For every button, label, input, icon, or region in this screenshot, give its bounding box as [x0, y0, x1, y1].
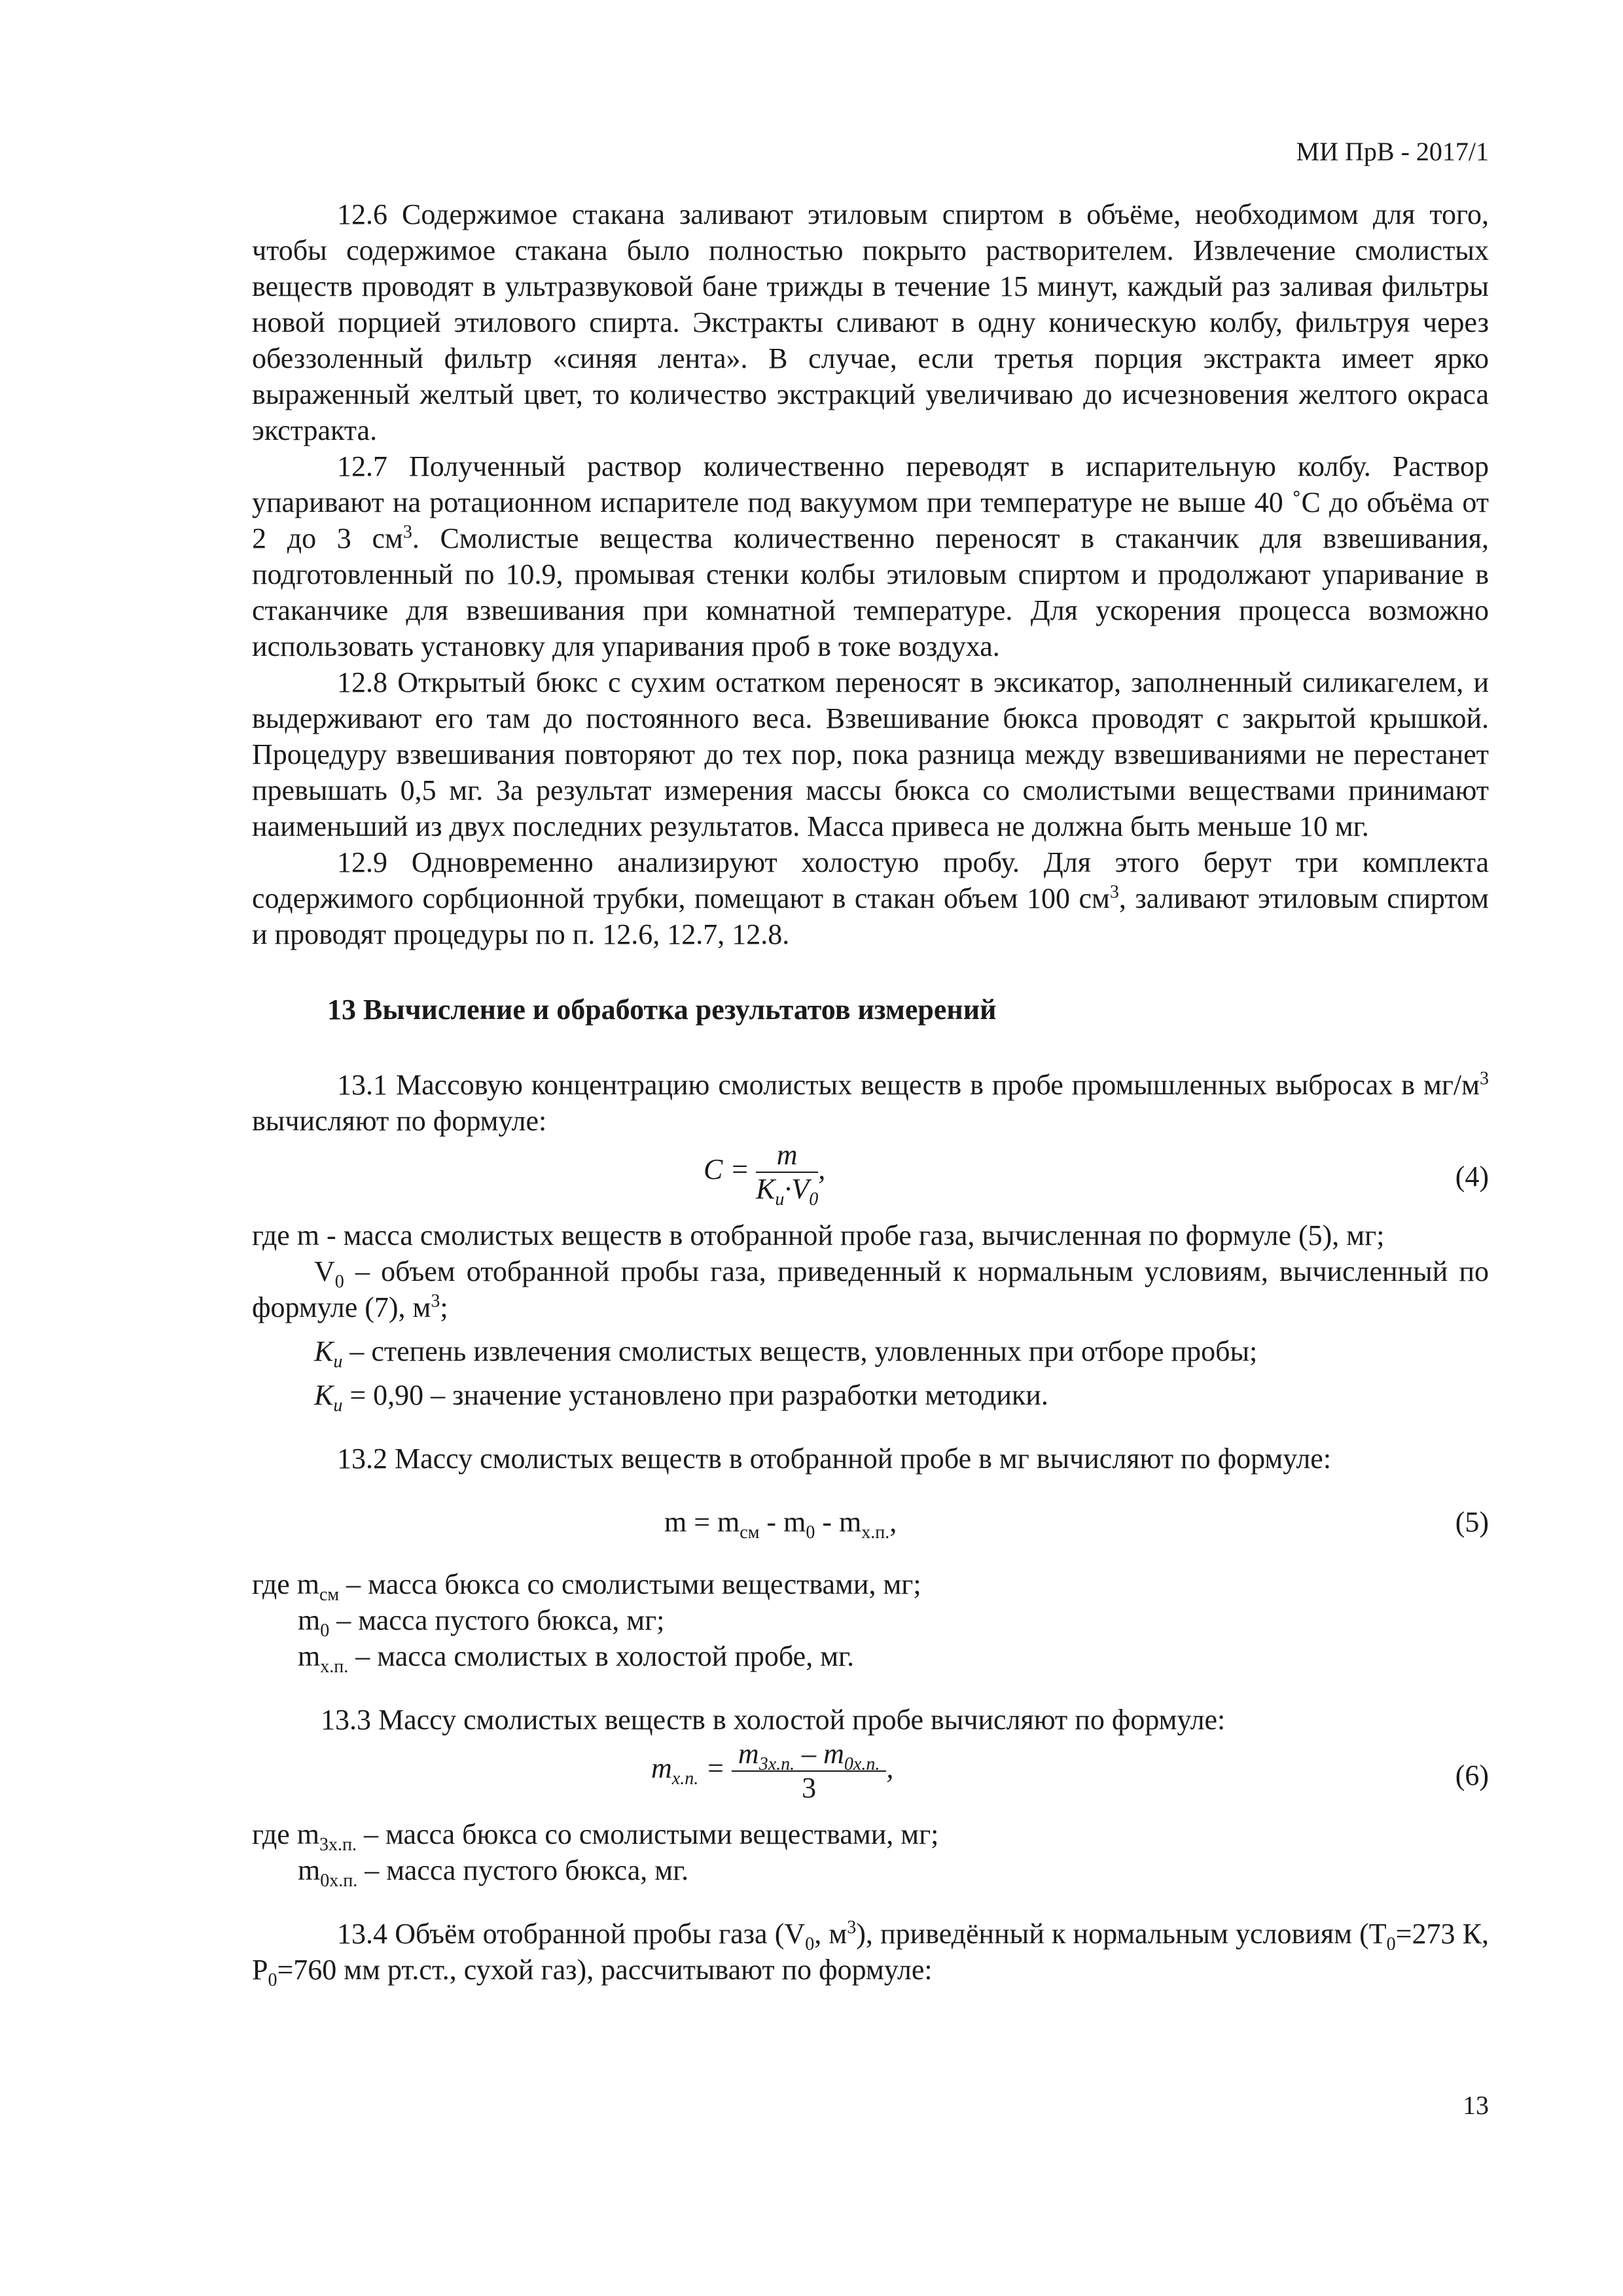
formula-4 — [252, 1139, 1489, 1217]
formula-4-numerator: m — [756, 1139, 818, 1173]
superscript: 3 — [402, 522, 412, 543]
paragraph-12-7 — [252, 448, 1489, 664]
formula-5-expression — [664, 1504, 897, 1543]
paragraph-13-3: 13.3 Массу смолистых веществ в холостой пробе вычисляют по формуле: — [321, 1704, 1226, 1736]
definition-part: – масса бюкса со смолистыми веществами, мг; — [356, 1818, 939, 1850]
paragraph-13-4-part: =273 К, Р — [252, 1918, 1489, 1986]
paragraph-13-4-part: =760 мм рт.ст., сухой газ), рассчитывают по формуле: — [277, 1954, 933, 1986]
formula-6-lhs: m — [651, 1752, 672, 1785]
paragraph-12-9-text-b: , заливают этиловым спиртом и проводят процедуры по п. 12.6, 12.7, 12.8. — [252, 882, 1489, 950]
subscript: 0 — [320, 1620, 330, 1641]
definition-part: m — [298, 1604, 321, 1636]
subscript: и — [333, 1351, 343, 1372]
subscript: 0 — [268, 1969, 277, 1990]
subscript: 3х.п. — [319, 1834, 357, 1855]
equation-number-4: (4) — [1455, 1160, 1489, 1193]
subscript: х.п. — [320, 1656, 349, 1677]
definition-m3xp — [252, 1816, 1489, 1855]
formula-6-numerator — [732, 1738, 886, 1772]
page-body — [252, 196, 1489, 1988]
formula-6-comma: , — [886, 1752, 894, 1785]
formula-6-fraction — [732, 1738, 886, 1804]
definition-k-symbol: K — [314, 1335, 334, 1367]
formula-5-comma: , — [889, 1506, 897, 1538]
definition-part: – масса смолистых в холостой пробе, мг. — [348, 1640, 855, 1672]
subscript: 0х.п. — [320, 1870, 358, 1891]
definition-k — [252, 1333, 1489, 1372]
paragraph-13-4-part: , м — [814, 1918, 847, 1950]
superscript: 3 — [431, 1291, 440, 1312]
paragraph-13-4-part: 13.4 Объём отобранной пробы газа (V — [337, 1918, 806, 1950]
subscript: 0 — [1386, 1933, 1396, 1954]
formula-4-dot: · — [784, 1173, 792, 1205]
definition-part: – масса пустого бюкса, мг; — [329, 1604, 665, 1636]
definition-k-value-text: = 0,90 – значение установлено при разработки методики. — [342, 1379, 1048, 1411]
subscript: 0 — [809, 1189, 819, 1210]
formula-6-denominator: 3 — [802, 1772, 817, 1804]
subscript: 0 — [806, 1522, 815, 1543]
definition-k-value — [252, 1377, 1489, 1416]
paragraph-13-4 — [252, 1916, 1489, 1988]
section-13-heading: 13 Вычисление и обработка результатов измерений — [327, 994, 997, 1026]
definition-v0-symbol: V — [314, 1255, 335, 1287]
definition-k-text: – степень извлечения смолистых веществ, уловленных при отборе пробы; — [342, 1335, 1258, 1367]
definition-mxp — [252, 1638, 1489, 1677]
formula-4-denominator — [756, 1173, 819, 1210]
subscript: и — [775, 1189, 785, 1210]
paragraph-12-6: 12.6 Содержимое стакана заливают этиловым спиртом в объёме, необходимом для того, чтобы содержимое стакана было полностью покрыто растворителем. Извлечение смолистых веществ проводят в ультразвуковой бане трижды в течение 15 минут, каждый раз заливая фильтры новой порцией этилового спирта. Экстракты сливают в одну коническую колбу, фильтруя через обеззоленный фильтр «синяя лента». В случае, если третья порция экстракта имеет ярко выраженный желтый цвет, то количество экстракций увеличиваю до исчезновения желтого окраса экстракта. — [252, 198, 1489, 446]
subscript: 0 — [805, 1933, 815, 1954]
formula-4-k: K — [756, 1173, 776, 1205]
definition-k-value-symbol: K — [314, 1379, 334, 1411]
superscript: 3 — [1480, 1068, 1489, 1089]
definition-part: – масса пустого бюкса, мг. — [357, 1854, 689, 1886]
subscript: х.п. — [671, 1768, 699, 1789]
equation-number-5: (5) — [1455, 1506, 1489, 1538]
definition-v0 — [252, 1253, 1489, 1325]
formula-5 — [252, 1504, 1489, 1566]
paragraph-13-2: 13.2 Массу смолистых веществ в отобранной пробе в мг вычисляют по формуле: — [337, 1443, 1332, 1475]
definition-part: m — [298, 1640, 321, 1672]
formula-6-expression — [651, 1738, 893, 1804]
formula-6-part: – m — [794, 1738, 844, 1770]
subscript: см — [740, 1522, 760, 1543]
subscript: см — [319, 1584, 340, 1605]
formula-4-fraction — [756, 1139, 819, 1210]
definition-m0xp — [252, 1852, 1489, 1891]
subscript: и — [333, 1395, 343, 1416]
subscript: 0 — [334, 1271, 344, 1292]
definition-v0-text: – объем отобранной пробы газа, приведенный к нормальным условиям, вычисленный по формуле (7), м — [252, 1255, 1489, 1323]
paragraph-13-1-text-b: вычисляют по формуле: — [252, 1105, 547, 1137]
formula-4-comma: , — [818, 1153, 826, 1186]
page-number: 13 — [1463, 2090, 1489, 2120]
definition-part: m — [298, 1854, 321, 1886]
paragraph-12-9-text-a: 12.9 Одновременно анализируют холостую пробу. Для этого берут три комплекта содержимого сорбционной трубки, помещают в стакан объем 100 см — [252, 846, 1489, 914]
definition-part: – масса бюкса со смолистыми веществами, мг; — [339, 1568, 921, 1600]
definition-m: где m - масса смолистых веществ в отобранной пробе газа, вычисленная по формуле (5), мг; — [252, 1219, 1385, 1251]
formula-4-lhs: C = — [704, 1153, 750, 1186]
formula-5-part: - m — [759, 1506, 806, 1538]
paragraph-12-7-text-b: . Смолистые вещества количественно переносят в стаканчик для взвешивания, подготовленный по 10.9, промывая стенки колбы этиловым спиртом и продолжают упаривание в стаканчике для взвешивания при комнатной температуре. Для ускорения процесса возможно использовать установку для упаривания проб в токе воздуха. — [252, 522, 1489, 662]
formula-6-equals: = — [698, 1752, 725, 1785]
formula-6 — [252, 1738, 1489, 1816]
paragraph-12-8: 12.8 Открытый бюкс с сухим остатком переносят в эксикатор, заполненный силикагелем, и выдерживают его там до постоянного веса. Взвешивание бюкса проводят с закрытой крышкой. Процедуру взвешивания повторяют до тех пор, пока разница между взвешиваниями не перестанет превышать 0,5 мг. За результат измерения массы бюкса со смолистыми веществами принимают наименьший из двух последних результатов. Масса привеса не должна быть меньше 10 мг. — [252, 666, 1489, 842]
formula-5-part: m = m — [664, 1506, 740, 1538]
definition-part: где m — [252, 1818, 319, 1850]
paragraph-12-7-text-a: 12.7 Полученный раствор количественно переводят в испарительную колбу. Раствор упаривают на ротационном испарителе под вакуумом при температуре не выше 40 ˚С до объёма от 2 до 3 см — [252, 450, 1489, 554]
paragraph-12-9 — [252, 844, 1489, 952]
definition-v0-end: ; — [440, 1291, 448, 1323]
superscript: 3 — [1109, 882, 1119, 903]
formula-4-v: V — [791, 1173, 810, 1205]
paragraph-13-4-part: ), приведённый к нормальным условиям (Т — [856, 1918, 1387, 1950]
paragraph-13-1-text-a: 13.1 Массовую концентрацию смолистых веществ в пробе промышленных выбросах в мг/м — [337, 1069, 1480, 1101]
equation-number-6: (6) — [1455, 1759, 1489, 1791]
subscript: 0х.п. — [844, 1753, 880, 1774]
formula-4-expression — [704, 1139, 826, 1210]
paragraph-13-1 — [252, 1067, 1489, 1139]
subscript: 3х.п. — [758, 1753, 795, 1774]
subscript: х.п. — [861, 1522, 890, 1543]
definition-m0 — [252, 1602, 1489, 1641]
formula-5-part: - m — [815, 1506, 862, 1538]
document-code: МИ ПрВ - 2017/1 — [1296, 137, 1489, 166]
definition-part: где m — [252, 1568, 319, 1600]
definition-mcm — [252, 1566, 1489, 1605]
formula-6-part: m — [738, 1738, 759, 1770]
superscript: 3 — [847, 1917, 857, 1938]
